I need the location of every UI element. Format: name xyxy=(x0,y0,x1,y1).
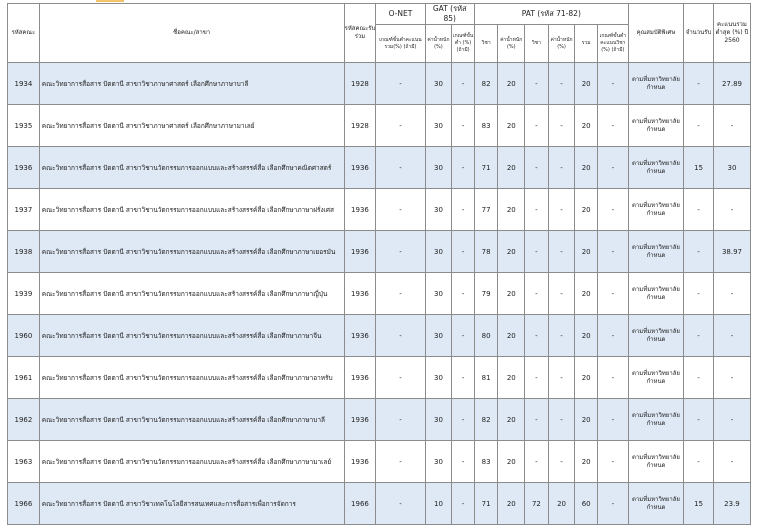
cell-pat-weight-2: - xyxy=(548,441,575,483)
cell-gat-min: - xyxy=(452,483,475,525)
cell-pat-total: 20 xyxy=(575,63,598,105)
header-pat-subject-1: วิชา xyxy=(474,25,498,63)
cell-pat-min: - xyxy=(597,357,628,399)
cell-gat-weight: 30 xyxy=(425,399,452,441)
cell-pat-subject-2: - xyxy=(525,357,549,399)
cell-pat-weight-2: - xyxy=(548,315,575,357)
cell-gat-weight: 30 xyxy=(425,357,452,399)
cell-pat-subject-1: 71 xyxy=(474,483,498,525)
cell-code: 1961 xyxy=(8,357,40,399)
cell-pat-subject-2: - xyxy=(525,273,549,315)
cell-code: 1963 xyxy=(8,441,40,483)
cell-onet: - xyxy=(376,483,425,525)
cell-pat-min: - xyxy=(597,441,628,483)
cell-pat-weight-1: 20 xyxy=(498,483,525,525)
cell-shared-code: 1936 xyxy=(344,441,376,483)
cell-pat-total: 20 xyxy=(575,273,598,315)
cell-special: ตามที่มหาวิทยาลัยกำหนด xyxy=(628,315,683,357)
cell-pat-total: 20 xyxy=(575,315,598,357)
header-gat-min: เกณฑ์ขั้นต่ำ (%) (ถ้ามี) xyxy=(452,25,475,63)
cell-pat-weight-1: 20 xyxy=(498,231,525,273)
table-row xyxy=(8,483,751,525)
cell-onet: - xyxy=(376,63,425,105)
cell-name: คณะวิทยาการสื่อสาร ปัตตานี สาขาวิชานวัตกรรมการออกแบบและสร้างสรรค์สื่อ เลือกศึกษาภาษาบาลี xyxy=(39,399,344,441)
cell-pat-min: - xyxy=(597,399,628,441)
cell-gat-weight: 30 xyxy=(425,147,452,189)
cell-pat-subject-2: - xyxy=(525,147,549,189)
header-name: ชื่อคณะ/สาขา xyxy=(39,4,344,63)
cell-shared-code: 1936 xyxy=(344,273,376,315)
header-gat: GAT (รหัส 85) xyxy=(425,4,474,25)
cell-pat-weight-2: - xyxy=(548,399,575,441)
cell-quota: - xyxy=(684,441,714,483)
cell-gat-min: - xyxy=(452,357,475,399)
cell-name: คณะวิทยาการสื่อสาร ปัตตานี สาขาวิชานวัตกรรมการออกแบบและสร้างสรรค์สื่อ เลือกศึกษาภาษาจีน xyxy=(39,315,344,357)
cell-pat-min: - xyxy=(597,315,628,357)
cell-quota: - xyxy=(684,315,714,357)
table-row xyxy=(8,441,751,483)
header-pat-min: เกณฑ์ขั้นต่ำคะแนนวิชา (%) (ถ้ามี) xyxy=(597,25,628,63)
cell-pat-weight-2: - xyxy=(548,105,575,147)
cell-gat-min: - xyxy=(452,189,475,231)
cell-pat-subject-2: - xyxy=(525,189,549,231)
cell-pat-weight-2: - xyxy=(548,357,575,399)
cell-name: คณะวิทยาการสื่อสาร ปัตตานี สาขาวิชาเทคโนโลยีสารสนเทศและการสื่อสารเพื่อการจัดการ xyxy=(39,483,344,525)
cell-pat-subject-1: 83 xyxy=(474,105,498,147)
cell-onet: - xyxy=(376,315,425,357)
table-row xyxy=(8,399,751,441)
cell-special: ตามที่มหาวิทยาลัยกำหนด xyxy=(628,441,683,483)
cell-gat-weight: 30 xyxy=(425,105,452,147)
cell-shared-code: 1936 xyxy=(344,357,376,399)
cell-onet: - xyxy=(376,399,425,441)
cell-pat-weight-1: 20 xyxy=(498,147,525,189)
cell-pat-total: 20 xyxy=(575,231,598,273)
cell-name: คณะวิทยาการสื่อสาร ปัตตานี สาขาวิชานวัตกรรมการออกแบบและสร้างสรรค์สื่อ เลือกศึกษาคณิตศาสตร์ xyxy=(39,147,344,189)
cell-onet: - xyxy=(376,105,425,147)
cell-min-score: - xyxy=(713,273,750,315)
cell-min-score: 27.89 xyxy=(713,63,750,105)
cell-quota: 15 xyxy=(684,483,714,525)
cell-code: 1960 xyxy=(8,315,40,357)
cell-name: คณะวิทยาการสื่อสาร ปัตตานี สาขาวิชานวัตกรรมการออกแบบและสร้างสรรค์สื่อ เลือกศึกษาภาษาญี่ปุ่น xyxy=(39,273,344,315)
cell-pat-subject-2: - xyxy=(525,231,549,273)
cell-min-score: - xyxy=(713,189,750,231)
cell-onet: - xyxy=(376,441,425,483)
cell-pat-subject-2: - xyxy=(525,63,549,105)
cell-min-score: - xyxy=(713,399,750,441)
cell-pat-subject-2: 72 xyxy=(525,483,549,525)
cell-gat-weight: 10 xyxy=(425,483,452,525)
cell-pat-min: - xyxy=(597,273,628,315)
cell-special: ตามที่มหาวิทยาลัยกำหนด xyxy=(628,273,683,315)
cell-onet: - xyxy=(376,357,425,399)
cell-min-score: 23.9 xyxy=(713,483,750,525)
cell-pat-weight-2: - xyxy=(548,189,575,231)
cell-code: 1937 xyxy=(8,189,40,231)
cell-pat-min: - xyxy=(597,231,628,273)
cell-pat-subject-2: - xyxy=(525,105,549,147)
cell-pat-total: 20 xyxy=(575,189,598,231)
cell-min-score: - xyxy=(713,357,750,399)
cell-pat-weight-1: 20 xyxy=(498,189,525,231)
cell-min-score: - xyxy=(713,441,750,483)
cell-name: คณะวิทยาการสื่อสาร ปัตตานี สาขาวิชานวัตกรรมการออกแบบและสร้างสรรค์สื่อ เลือกศึกษาภาษาเยอรมัน xyxy=(39,231,344,273)
header-pat-weight-1: ค่าน้ำหนัก (%) xyxy=(498,25,525,63)
cell-code: 1936 xyxy=(8,147,40,189)
table-row xyxy=(8,357,751,399)
cell-pat-weight-2: - xyxy=(548,147,575,189)
cell-pat-total: 20 xyxy=(575,399,598,441)
cell-pat-total: 20 xyxy=(575,147,598,189)
cell-pat-subject-1: 80 xyxy=(474,315,498,357)
cell-gat-weight: 30 xyxy=(425,63,452,105)
cell-pat-weight-1: 20 xyxy=(498,105,525,147)
cell-gat-min: - xyxy=(452,105,475,147)
cell-shared-code: 1966 xyxy=(344,483,376,525)
cell-gat-min: - xyxy=(452,273,475,315)
cell-gat-weight: 30 xyxy=(425,441,452,483)
cell-name: คณะวิทยาการสื่อสาร ปัตตานี สาขาวิชาภาษาศาสตร์ เลือกศึกษาภาษามาเลย์ xyxy=(39,105,344,147)
cell-pat-min: - xyxy=(597,189,628,231)
cell-gat-weight: 30 xyxy=(425,189,452,231)
header-onet-min: เกณฑ์ขั้นต่ำคะแนนรวม(%) (ถ้ามี) xyxy=(376,25,425,63)
cell-shared-code: 1936 xyxy=(344,231,376,273)
cell-gat-min: - xyxy=(452,63,475,105)
table-row xyxy=(8,105,751,147)
cell-pat-weight-1: 20 xyxy=(498,441,525,483)
table-row xyxy=(8,147,751,189)
cell-pat-weight-1: 20 xyxy=(498,399,525,441)
cell-code: 1935 xyxy=(8,105,40,147)
header-onet: O-NET xyxy=(376,4,425,25)
cell-name: คณะวิทยาการสื่อสาร ปัตตานี สาขาวิชาภาษาศาสตร์ เลือกศึกษาภาษาบาลี xyxy=(39,63,344,105)
cell-pat-total: 60 xyxy=(575,483,598,525)
cell-pat-subject-1: 79 xyxy=(474,273,498,315)
cell-pat-total: 20 xyxy=(575,105,598,147)
cell-gat-min: - xyxy=(452,147,475,189)
cell-special: ตามที่มหาวิทยาลัยกำหนด xyxy=(628,231,683,273)
cell-pat-weight-1: 20 xyxy=(498,273,525,315)
header-min-score: คะแนนรวมต่ำสุด (%) ปี 2560 xyxy=(713,4,750,63)
table-row xyxy=(8,231,751,273)
cell-quota: 15 xyxy=(684,147,714,189)
cell-shared-code: 1936 xyxy=(344,147,376,189)
cell-gat-weight: 30 xyxy=(425,231,452,273)
header-pat: PAT (รหัส 71-82) xyxy=(474,4,628,25)
cell-pat-min: - xyxy=(597,147,628,189)
table-row xyxy=(8,63,751,105)
cell-shared-code: 1936 xyxy=(344,399,376,441)
cell-pat-min: - xyxy=(597,63,628,105)
header-code: รหัสคณะ xyxy=(8,4,40,63)
cell-shared-code: 1928 xyxy=(344,63,376,105)
cell-pat-subject-1: 81 xyxy=(474,357,498,399)
cell-special: ตามที่มหาวิทยาลัยกำหนด xyxy=(628,147,683,189)
cell-pat-subject-2: - xyxy=(525,399,549,441)
cell-quota: - xyxy=(684,357,714,399)
cell-pat-subject-1: 77 xyxy=(474,189,498,231)
cell-gat-min: - xyxy=(452,315,475,357)
header-pat-weight-2: ค่าน้ำหนัก (%) xyxy=(548,25,575,63)
cell-code: 1938 xyxy=(8,231,40,273)
cell-quota: - xyxy=(684,399,714,441)
cell-name: คณะวิทยาการสื่อสาร ปัตตานี สาขาวิชานวัตกรรมการออกแบบและสร้างสรรค์สื่อ เลือกศึกษาภาษาฝรั่งเศส xyxy=(39,189,344,231)
table-row xyxy=(8,273,751,315)
cell-code: 1934 xyxy=(8,63,40,105)
cell-code: 1966 xyxy=(8,483,40,525)
cell-onet: - xyxy=(376,189,425,231)
cell-quota: - xyxy=(684,63,714,105)
cell-quota: - xyxy=(684,105,714,147)
cell-gat-min: - xyxy=(452,399,475,441)
header-accent-bar xyxy=(96,0,124,2)
cell-pat-weight-2: - xyxy=(548,273,575,315)
cell-pat-weight-2: - xyxy=(548,231,575,273)
header-gat-weight: ค่าน้ำหนัก (%) xyxy=(425,25,452,63)
cell-pat-subject-1: 82 xyxy=(474,399,498,441)
cell-min-score: 30 xyxy=(713,147,750,189)
cell-shared-code: 1936 xyxy=(344,315,376,357)
cell-pat-min: - xyxy=(597,483,628,525)
cell-gat-weight: 30 xyxy=(425,273,452,315)
table-row xyxy=(8,315,751,357)
cell-quota: - xyxy=(684,189,714,231)
cell-onet: - xyxy=(376,231,425,273)
cell-special: ตามที่มหาวิทยาลัยกำหนด xyxy=(628,483,683,525)
cell-pat-subject-1: 78 xyxy=(474,231,498,273)
cell-min-score: 38.97 xyxy=(713,231,750,273)
admission-criteria-table xyxy=(7,3,751,525)
cell-pat-subject-2: - xyxy=(525,441,549,483)
cell-name: คณะวิทยาการสื่อสาร ปัตตานี สาขาวิชานวัตกรรมการออกแบบและสร้างสรรค์สื่อ เลือกศึกษาภาษามาเลย์ xyxy=(39,441,344,483)
header-pat-subject-2: วิชา xyxy=(525,25,549,63)
cell-gat-min: - xyxy=(452,441,475,483)
cell-pat-weight-2: - xyxy=(548,63,575,105)
cell-onet: - xyxy=(376,273,425,315)
cell-pat-subject-1: 82 xyxy=(474,63,498,105)
cell-special: ตามที่มหาวิทยาลัยกำหนด xyxy=(628,189,683,231)
cell-min-score: - xyxy=(713,315,750,357)
header-shared-code: รหัสคณะรับร่วม xyxy=(344,4,376,63)
cell-onet: - xyxy=(376,147,425,189)
cell-shared-code: 1928 xyxy=(344,105,376,147)
cell-shared-code: 1936 xyxy=(344,189,376,231)
cell-quota: - xyxy=(684,273,714,315)
cell-pat-subject-1: 83 xyxy=(474,441,498,483)
cell-gat-weight: 30 xyxy=(425,315,452,357)
cell-special: ตามที่มหาวิทยาลัยกำหนด xyxy=(628,357,683,399)
cell-pat-total: 20 xyxy=(575,357,598,399)
cell-special: ตามที่มหาวิทยาลัยกำหนด xyxy=(628,105,683,147)
cell-code: 1962 xyxy=(8,399,40,441)
cell-code: 1939 xyxy=(8,273,40,315)
cell-pat-subject-1: 71 xyxy=(474,147,498,189)
cell-special: ตามที่มหาวิทยาลัยกำหนด xyxy=(628,399,683,441)
cell-special: ตามที่มหาวิทยาลัยกำหนด xyxy=(628,63,683,105)
cell-pat-weight-1: 20 xyxy=(498,315,525,357)
cell-pat-weight-1: 20 xyxy=(498,63,525,105)
cell-gat-min: - xyxy=(452,231,475,273)
header-pat-total: รวม xyxy=(575,25,598,63)
cell-pat-subject-2: - xyxy=(525,315,549,357)
cell-pat-weight-2: 20 xyxy=(548,483,575,525)
header-special: คุณสมบัติพิเศษ xyxy=(628,4,683,63)
cell-quota: - xyxy=(684,231,714,273)
table-row xyxy=(8,189,751,231)
cell-pat-total: 20 xyxy=(575,441,598,483)
header-quota: จำนวนรับ xyxy=(684,4,714,63)
cell-name: คณะวิทยาการสื่อสาร ปัตตานี สาขาวิชานวัตกรรมการออกแบบและสร้างสรรค์สื่อ เลือกศึกษาภาษาอาหรับ xyxy=(39,357,344,399)
cell-pat-weight-1: 20 xyxy=(498,357,525,399)
cell-min-score: - xyxy=(713,105,750,147)
cell-pat-min: - xyxy=(597,105,628,147)
